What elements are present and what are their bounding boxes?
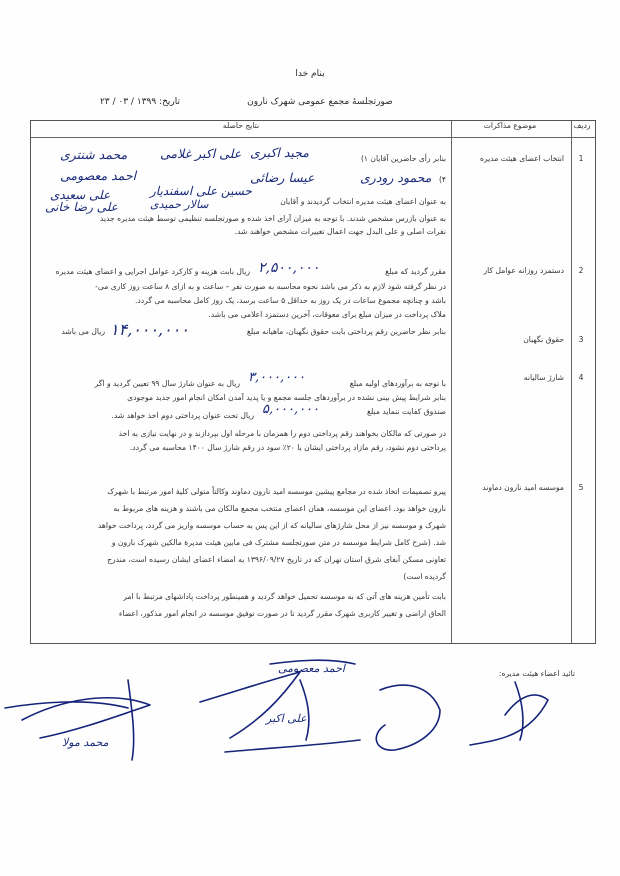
- row-number: 5: [578, 483, 584, 492]
- result-text: شد. (شرح کامل شرایط موسسه در متن صورتجلسه مشترک فی مابین هیئت مدیرهٔ مالکین شهرک نارون و: [111, 538, 446, 547]
- result-text: ریال تحت عنوان پرداختی دوم اخذ خواهد شد.: [111, 411, 254, 420]
- date-value: ۱۳۹۹ / ۰۳ / ۲۳: [99, 97, 157, 107]
- result-text: ریال بابت هزینه و کارکرد عوامل اجرایی و اعضای هیئت مدیره: [55, 267, 250, 276]
- handwritten-name: علی رضا خانی: [45, 200, 118, 214]
- handwritten-name: عیسا رضائی: [250, 170, 315, 185]
- result-text: الحاق اراضی و تغییر کاربری شهرک مقرر گردید تا در صورت توفیق موسسه در انجام امور مذکور، اعضاء: [118, 609, 446, 618]
- signature-stroke: [225, 740, 360, 752]
- date-label: تاریخ:: [159, 97, 180, 107]
- topic-daily-wages: دستمزد روزانه عوامل کار: [483, 266, 564, 275]
- result-text: ریال به عنوان شارژ سال ۹۹ تعیین گردید و اگر: [94, 379, 240, 388]
- header-results: نتایج حاصله: [222, 121, 260, 130]
- signature-name: محمد مولا: [62, 736, 109, 749]
- signature-stroke: [470, 695, 548, 745]
- result-text: بابت تأمین هزینه های آتی که به موسسه تحمیل خواهد گردید و همینطور پرداخت پاداشهای مرتبط با امر: [123, 592, 446, 601]
- handwritten-name: سالار حمیدی: [150, 198, 209, 211]
- header-topic: موضوع مذاکرات: [483, 121, 537, 130]
- result-text: در صورتی که مالکان بخواهند رقم پرداختی دوم را همزمان با مرحله اول بپردازند و در نهایت نیازی به اخذ: [118, 429, 446, 438]
- result-text: بنابر نظر حاضرین رقم پرداختی بابت حقوق نگهبان، ماهیانه مبلغ: [246, 327, 446, 336]
- row-number: 1: [578, 154, 584, 163]
- signature-stroke: [200, 672, 300, 738]
- handwritten-name: علی سعیدی: [50, 188, 111, 202]
- row-number: 3: [578, 335, 584, 344]
- header-row-number: ردیف: [573, 121, 591, 130]
- signature-name: احمد معصومی: [278, 662, 345, 675]
- result-text: به عنوان بازرس مشخص شدند. با توجه به میزان آرای اخذ شده و صورتجلسه تنظیمی توسط هیئت مدیره جدید: [99, 214, 446, 223]
- topic-omid-naroon-institute: موسسه امید نارون دماوند: [482, 483, 564, 492]
- result-text: نارون خواهد بود. اعضای این موسسه، همان اعضای منتخب مجمع مالکان می باشند و هزینه های مربوط به: [113, 504, 446, 513]
- signature-name: علی اکبر: [266, 712, 307, 725]
- basmala: بنام خدا: [295, 69, 325, 79]
- result-text: ریال می باشد: [61, 327, 105, 336]
- result-text: گردیده است): [403, 572, 446, 581]
- handwritten-name: محمد شنتری: [60, 147, 128, 162]
- result-text: تعاونی مسکن آبفای شرق استان تهران که در تاریخ ۱۳۹۶/۰۹/۲۷ به امضاء اعضای ایشان رسیده است، مندرج: [107, 555, 446, 564]
- row-number: 4: [578, 373, 584, 382]
- topic-guard-salary: حقوق نگهبان: [523, 335, 564, 344]
- result-text: با توجه به برآوردهای اولیه مبلغ: [349, 379, 446, 388]
- signature-stroke: [376, 685, 440, 750]
- handwritten-amount: ۲,۵۰۰,۰۰۰: [258, 260, 320, 276]
- result-text: نفرات اصلی و علی البدل جهت اعمال تغییرات مشخص خواهند شد.: [234, 227, 446, 236]
- row-number: 2: [578, 266, 584, 275]
- topic-annual-charge: شارژ سالیانه: [523, 373, 564, 382]
- result-text: صندوق کفایت ننماید مبلغ: [367, 407, 446, 416]
- result-text: ملاک پرداخت در میزان مبلغ برای معوقات، آخرین دستمزد اعلامی می باشد.: [208, 310, 446, 319]
- handwritten-name: احمد معصومی: [60, 168, 137, 183]
- signature-stroke: [128, 680, 134, 760]
- signature-stroke: [300, 680, 309, 740]
- result-text: بنابر رأی حاضرین آقایان ۱): [360, 154, 446, 163]
- topic-board-election: انتخاب اعضای هیئت مدیره: [480, 154, 564, 163]
- handwritten-amount: ۱۴,۰۰۰,۰۰۰: [110, 320, 189, 339]
- result-text: باشد و چنانچه مجموع ساعات در یک روز به حداقل ۵ ساعت برسد، یک روز کامل محاسبه می گردد.: [135, 296, 446, 305]
- handwritten-name: مجید اکبری: [250, 145, 309, 160]
- result-text: بنابر شرایط پیش بینی نشده در برآوردهای جلسه مجمع و یا پدید آمدن امکان انجام امور جدید موجودی: [127, 393, 446, 402]
- handwritten-name: محمود رودری: [360, 170, 432, 185]
- result-text: به عنوان اعضای هیئت مدیره انتخاب گردیدند و آقایان: [280, 197, 446, 206]
- handwritten-amount: ۳,۰۰۰,۰۰۰: [248, 370, 306, 385]
- result-text: پیرو تصمیمات اتخاذ شده در مجامع پیشین موسسه امید نارون دماوند وکالتاً متولی کلیهٔ امور مرتبط با شهرک: [107, 487, 446, 496]
- result-text: پرداختی دوم نشود، رقم مازاد پرداختی ایشان با ۲۰٪ سود در رقم شارژ سال ۱۴۰۰ محاسبه می گردد.: [129, 443, 446, 452]
- result-text: در نظر گرفته شود لازم به ذکر می باشد نحوه محاسبه به صورت نفر – ساعت و به ازای ۸ ساعت روز کاری می-: [95, 282, 446, 291]
- handwritten-name: علی اکبر غلامی: [160, 146, 242, 161]
- result-text: مقرر گردید که مبلغ: [385, 267, 446, 276]
- approval-label: تائید اعضاء هیئت مدیره:: [498, 669, 575, 678]
- handwritten-amount: ۵,۰۰۰,۰۰۰: [262, 402, 320, 417]
- document-title: صورتجلسهٔ مجمع عمومی شهرک نارون: [247, 97, 393, 107]
- result-text: ۴): [438, 175, 446, 184]
- result-text: شهرک و موسسه نیز از محل شارژهای سالیانه که از این پس به حساب موسسه واریز می گردد، پرداخت خواهد: [97, 521, 446, 530]
- handwritten-name: حسین علی اسفندیار: [150, 184, 252, 198]
